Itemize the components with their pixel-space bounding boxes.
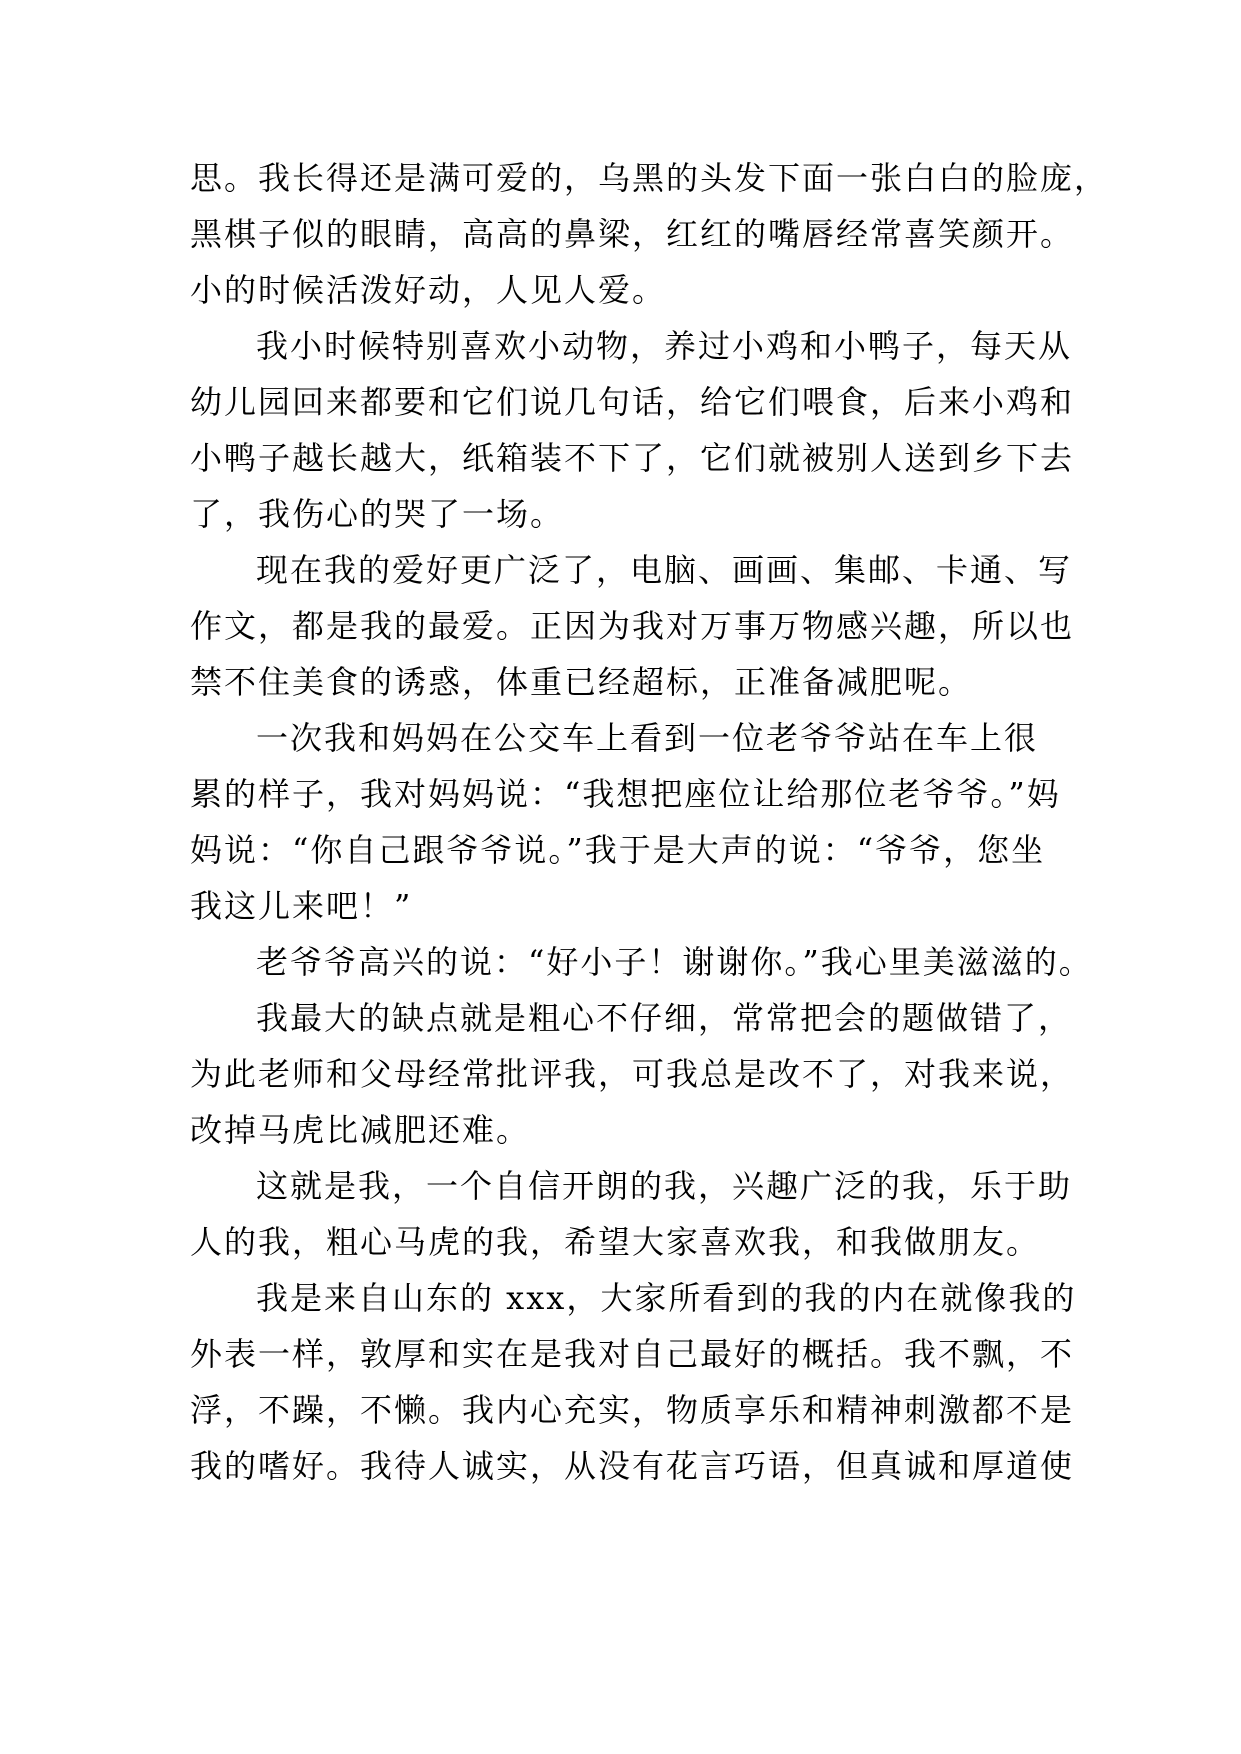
text-line: 作文，都是我的最爱。正因为我对万事万物感兴趣，所以也	[190, 607, 1075, 645]
text-line: 我这儿来吧！”	[190, 887, 413, 925]
document-body	[190, 150, 1109, 1494]
text-line: 一次我和妈妈在公交车上看到一位老爷爷站在车上很	[256, 719, 1039, 757]
text-line: 我小时候特别喜欢小动物，养过小鸡和小鸭子，每天从	[256, 327, 1073, 365]
paragraph	[190, 542, 1090, 710]
text-line: 妈说：“你自己跟爷爷说。”我于是大声的说：“爷爷，您坐	[190, 831, 1046, 869]
text-line: 我的嗜好。我待人诚实，从没有花言巧语，但真诚和厚道使	[190, 1447, 1075, 1485]
text-line: 人的我，粗心马虎的我，希望大家喜欢我，和我做朋友。	[190, 1223, 1041, 1261]
text-line: 小鸭子越长越大，纸箱装不下了，它们就被别人送到乡下去	[190, 439, 1075, 477]
text-line: 老爷爷高兴的说：“好小子！谢谢你。”我心里美滋滋的。	[256, 943, 1093, 981]
text-line: 为此老师和父母经常批评我，可我总是改不了，对我来说，	[190, 1055, 1075, 1093]
paragraph	[190, 1270, 1090, 1494]
text-line: 外表一样，敦厚和实在是我对自己最好的概括。我不飘，不	[190, 1335, 1075, 1373]
text-line: 幼儿园回来都要和它们说几句话，给它们喂食，后来小鸡和	[190, 383, 1075, 421]
paragraph	[190, 150, 1109, 318]
text-line: 改掉马虎比减肥还难。	[190, 1111, 531, 1149]
text-line: 浮，不躁，不懒。我内心充实，物质享乐和精神刺激都不是	[190, 1391, 1075, 1429]
paragraph	[190, 990, 1090, 1158]
paragraph	[190, 710, 1090, 934]
text-line: 我最大的缺点就是粗心不仔细，常常把会的题做错了，	[256, 999, 1073, 1037]
paragraph	[190, 1158, 1090, 1270]
text-line: 累的样子，我对妈妈说：“我想把座位让给那位老爷爷。”妈	[190, 775, 1061, 813]
paragraph	[190, 934, 1093, 990]
paragraph	[190, 318, 1090, 542]
text-line: 黑棋子似的眼睛，高高的鼻梁，红红的嘴唇经常喜笑颜开。	[190, 215, 1075, 253]
text-line: 思。我长得还是满可爱的，乌黑的头发下面一张白白的脸庞，	[190, 159, 1109, 197]
text-line: 现在我的爱好更广泛了，电脑、画画、集邮、卡通、写	[256, 551, 1073, 589]
text-line: 我是来自山东的 xxx，大家所看到的我的内在就像我的	[256, 1279, 1077, 1317]
text-line: 禁不住美食的诱惑，体重已经超标，正准备减肥呢。	[190, 663, 973, 701]
text-line: 了，我伤心的哭了一场。	[190, 495, 565, 533]
text-line: 这就是我，一个自信开朗的我，兴趣广泛的我，乐于助	[256, 1167, 1073, 1205]
text-line: 小的时候活泼好动，人见人爱。	[190, 271, 667, 309]
